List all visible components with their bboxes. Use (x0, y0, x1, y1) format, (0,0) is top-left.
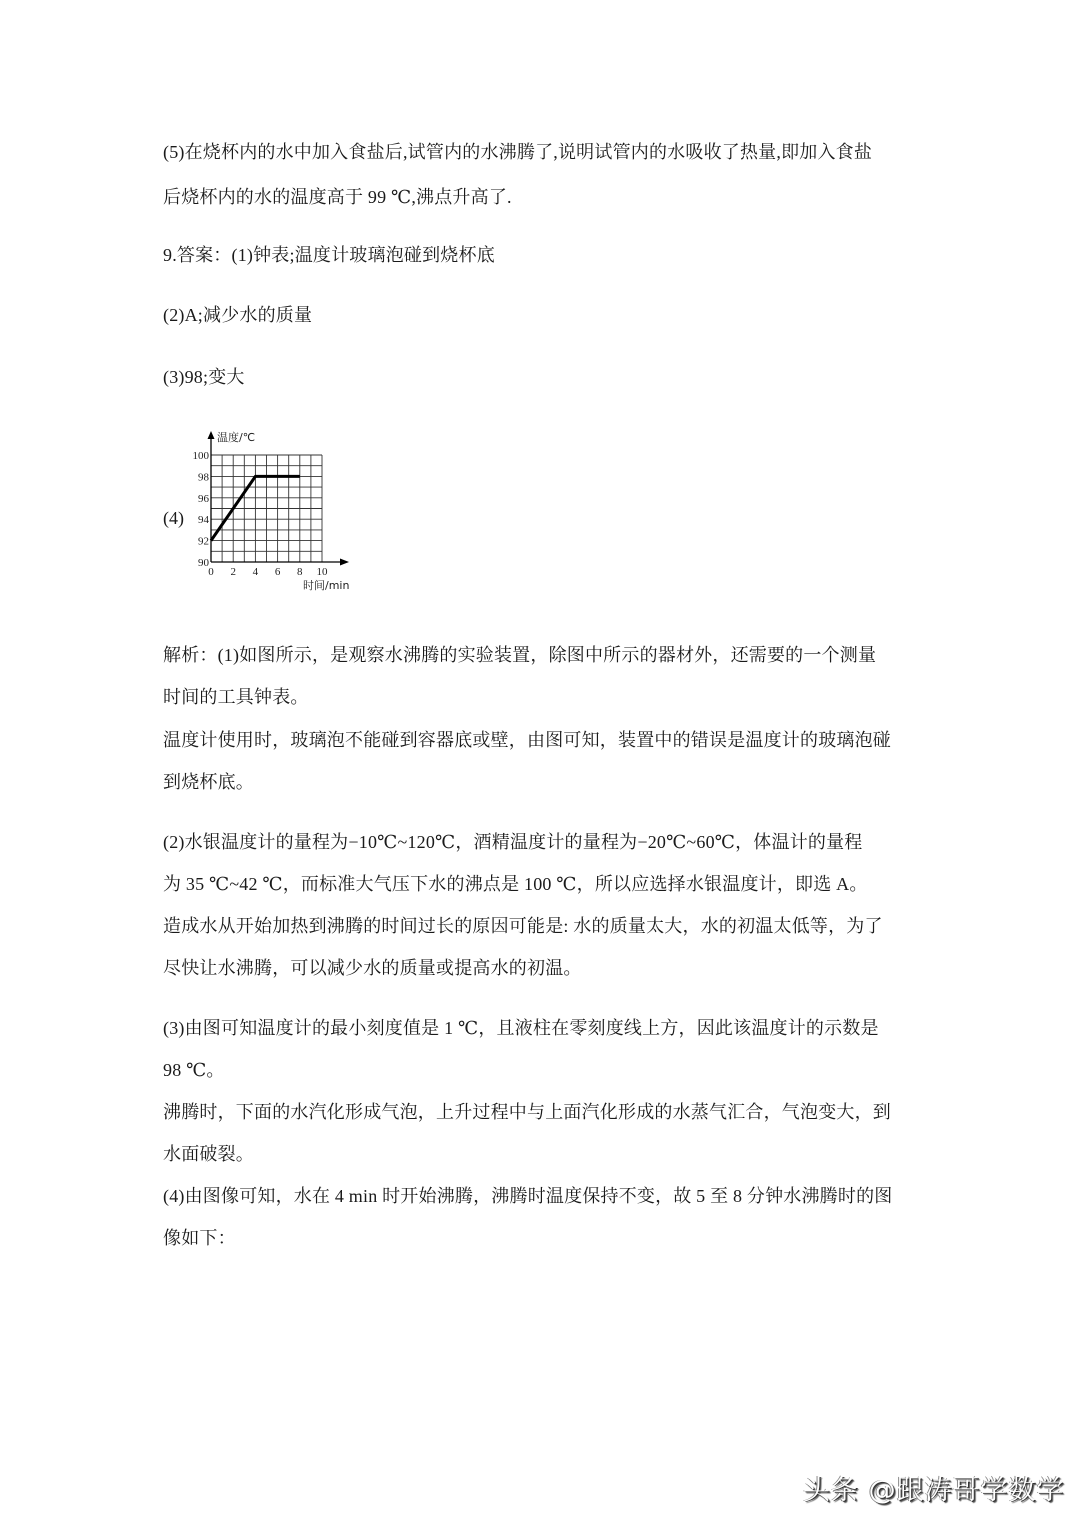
y-tick-label: 90 (198, 557, 209, 569)
text-line-exp2_c: 造成水从开始加热到沸腾的时间过长的原因可能是: 水的质量太大，水的初温太低等，为了 (163, 916, 883, 936)
text-line-exp3_a: (3)由图可知温度计的最小刻度值是 1 ℃，且液柱在零刻度线上方，因此该温度计的示数是 (163, 1018, 879, 1038)
chart-grid (211, 455, 322, 562)
temperature-time-chart (185, 425, 365, 605)
text-line-exp3_c: 沸腾时，下面的水汽化形成气泡，上升过程中与上面汽化形成的水蒸气汇合，气泡变大，到 (163, 1102, 891, 1122)
chart-x-axis-label: 时间/min (303, 579, 350, 592)
y-tick-label: 92 (198, 535, 209, 548)
figure-label: (4) (163, 508, 184, 528)
chart-y-axis-label: 温度/℃ (217, 431, 256, 444)
text-line-ans9_1: 9.答案：(1)钟表;温度计玻璃泡碰到烧杯底 (163, 245, 495, 265)
watermark: 头条 @跟涛哥学数学 (803, 1475, 1065, 1506)
text-line-exp1_c: 温度计使用时，玻璃泡不能碰到容器底或壁，由图可知，装置中的错误是温度计的玻璃泡碰 (163, 730, 891, 750)
text-line-exp4_a: (4)由图像可知，水在 4 min 时开始沸腾，沸腾时温度保持不变，故 5 至 8 分钟水沸腾时的图 (163, 1186, 893, 1206)
text-line-q5_b: 后烧杯内的水的温度高于 99 ℃,沸点升高了. (163, 187, 512, 207)
text-line-ans9_3: (3)98;变大 (163, 367, 245, 387)
y-tick-label: 96 (198, 492, 209, 505)
text-line-exp3_b: 98 ℃。 (163, 1060, 225, 1080)
text-line-exp1_d: 到烧杯底。 (163, 772, 254, 792)
x-tick-label: 2 (230, 566, 236, 578)
x-tick-label: 4 (252, 566, 259, 578)
text-line-exp3_d: 水面破裂。 (163, 1144, 254, 1164)
text-line-exp2_b: 为 35 ℃~42 ℃，而标准大气压下水的沸点是 100 ℃，所以应选择水银温度计，即选 A。 (163, 874, 868, 894)
y-tick-label: 98 (198, 471, 209, 484)
text-line-ans9_2: (2)A;减少水的质量 (163, 305, 313, 325)
text-line-exp1_b: 时间的工具钟表。 (163, 687, 309, 707)
text-line-exp4_b: 像如下： (163, 1228, 236, 1248)
text-line-exp1_a: 解析：(1)如图所示，是观察水沸腾的实验装置，除图中所示的器材外，还需要的一个测量 (163, 645, 877, 665)
text-line-exp2_d: 尽快让水沸腾，可以减少水的质量或提高水的初温。 (163, 958, 582, 978)
x-tick-label: 0 (208, 566, 214, 578)
text-line-q5_a: (5)在烧杯内的水中加入食盐后,试管内的水沸腾了,说明试管内的水吸收了热量,即加入食盐 (163, 142, 873, 162)
x-tick-label: 8 (297, 566, 303, 578)
text-line-exp2_a: (2)水银温度计的量程为−10℃~120℃，酒精温度计的量程为−20℃~60℃，体温计的量程 (163, 832, 863, 852)
y-tick-label: 100 (192, 450, 209, 462)
y-tick-label: 94 (198, 514, 209, 527)
x-tick-label: 6 (274, 566, 281, 578)
x-tick-label: 10 (316, 566, 328, 578)
chart-tick-labels (193, 450, 329, 578)
